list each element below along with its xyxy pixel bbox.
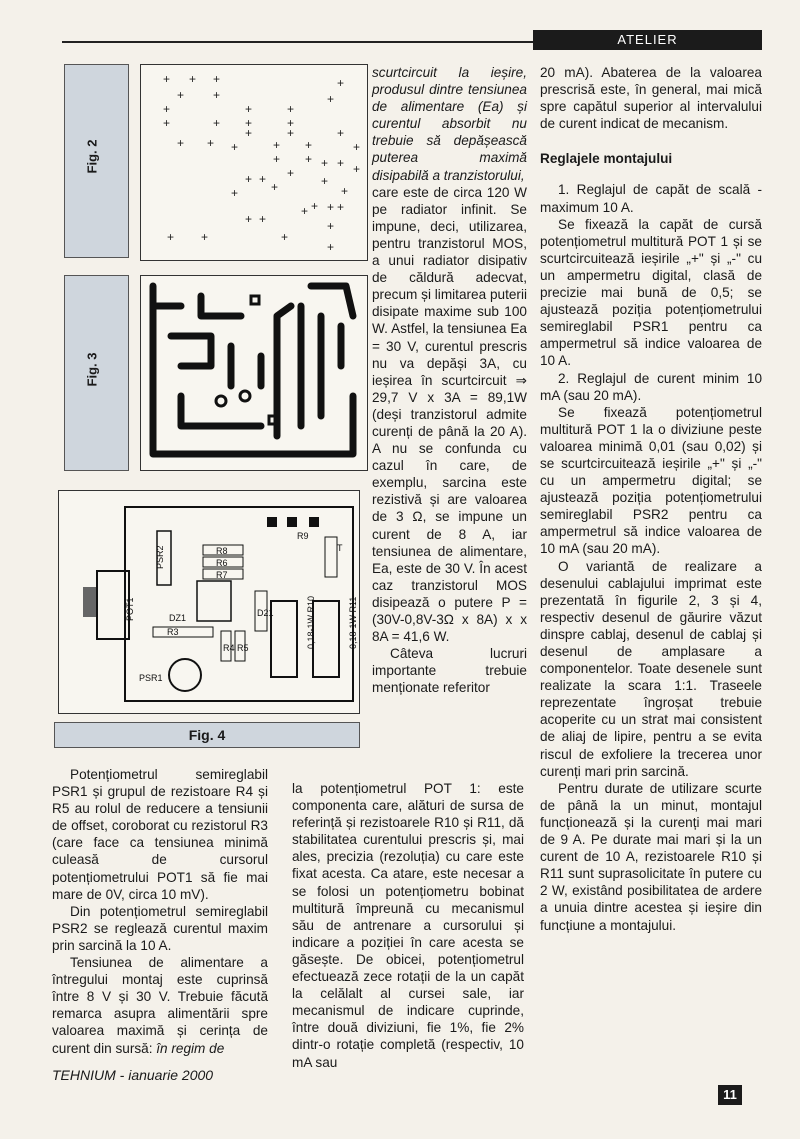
section-heading: Reglajele montajului xyxy=(540,151,673,167)
svg-text:+: + xyxy=(245,102,253,116)
svg-text:+: + xyxy=(301,204,309,218)
svg-text:+: + xyxy=(177,136,185,150)
svg-text:+: + xyxy=(353,162,361,176)
svg-text:R6: R6 xyxy=(216,558,228,568)
svg-text:+: + xyxy=(259,212,267,226)
fig4-caption: Fig. 4 xyxy=(54,722,360,748)
svg-text:R8: R8 xyxy=(216,546,228,556)
fig4-components xyxy=(59,491,359,713)
svg-text:+: + xyxy=(311,199,319,213)
fig3-label xyxy=(64,275,129,471)
svg-text:PSR1: PSR1 xyxy=(139,673,163,683)
svg-text:R3: R3 xyxy=(167,627,179,637)
paragraph: scurtcircuit la ieșire, produsul dintre tensiunea de alimentare (Ea) și curentul absorbit nu trebuie să depășească puterea maximă disipabilă a tranzistorului, xyxy=(372,65,527,183)
paragraph: 1. Reglajul de capăt de scală - maximum 10 A. xyxy=(540,182,762,215)
svg-text:R5: R5 xyxy=(237,643,249,653)
svg-text:+: + xyxy=(273,152,281,166)
paragraph: Din potențiometrul semireglabil PSR2 se reglează curentul maxim prin sarcină la 10 A. xyxy=(52,903,268,953)
paragraph-text: Tensiunea de alimentare a întregului montaj este cuprinsă între 8 V și 30 V. Trebuie făcută remarca asupra alimentării spre valoarea maximă și cerința de curent din sursă: xyxy=(52,955,268,1056)
svg-text:+: + xyxy=(337,156,345,170)
fig2-holes xyxy=(141,65,367,260)
svg-text:+: + xyxy=(287,102,295,116)
fig3-caption: Fig. 3 xyxy=(84,352,100,387)
svg-text:+: + xyxy=(213,88,221,102)
column-left-bottom xyxy=(52,766,268,1057)
svg-text:+: + xyxy=(327,240,335,254)
paragraph: O variantă de realizare a desenului cablajului imprimat este prezentată în figurile 2, 3 și 4, respectiv desenul de găurire văzut dinspre cablaj, desenul de cablaj și desenul de amplasare a componentelor. Toate desenele sunt realizate la scara 1:1. Traseele reprezentate îngroșat trebuie acoperite cu un strat mai consistent de aliaj de lipire, pentru a se evita riscul de exfoliere la trecerea unor curenți mari prin sarcină. xyxy=(540,558,762,779)
svg-text:+: + xyxy=(273,138,281,152)
svg-text:+: + xyxy=(189,72,197,86)
column-middle-top xyxy=(372,64,527,696)
svg-text:+: + xyxy=(305,152,313,166)
fig3-pcb-layout xyxy=(140,275,368,471)
svg-text:+: + xyxy=(287,166,295,180)
paragraph: Câteva lucruri importante trebuie menționate referitor xyxy=(372,646,527,696)
svg-text:+: + xyxy=(245,172,253,186)
paragraph: Potențiometrul semireglabil PSR1 și grupul de rezistoare R4 și R5 au rolul de reducere a tensiunii de offset, coroborat cu rezistorul R3 (care face ca tensiunea minimă culeasă de cursorul potențiometrului POT1 să fie mai mare de 0V, circa 10 mV). xyxy=(52,767,268,902)
svg-text:+: + xyxy=(337,200,345,214)
svg-text:+: + xyxy=(245,126,253,140)
svg-text:+: + xyxy=(337,126,345,140)
svg-text:T: T xyxy=(337,543,343,553)
fig2-label xyxy=(64,64,129,258)
paragraph: Se fixează potențiometrul multitură POT 1 la o diviziune peste valoarea minimă 0,01 (sau 0,02) și se scurtcircuitează ieșirile „+" și „-" cu un ampermetru digital; se ajustează poziția potențiometrului semireglabil PSR2 pentru ca ampermetrul să indice valoarea de 10 mA (sau 20 mA). xyxy=(540,404,762,557)
svg-text:+: + xyxy=(287,116,295,130)
svg-text:+: + xyxy=(327,200,335,214)
svg-text:+: + xyxy=(177,88,185,102)
svg-text:+: + xyxy=(337,76,345,90)
svg-text:+: + xyxy=(163,72,171,86)
svg-text:+: + xyxy=(287,126,295,140)
svg-text:+: + xyxy=(321,156,329,170)
column-middle-bottom xyxy=(292,780,524,1071)
svg-text:+: + xyxy=(231,140,239,154)
svg-text:R7: R7 xyxy=(216,570,228,580)
paragraph-italic-tail: în regim de xyxy=(156,1040,225,1056)
paragraph xyxy=(52,954,268,1057)
svg-text:+: + xyxy=(167,230,175,244)
paragraph: Se fixează la capăt de cursă potențiometrul multitură POT 1 și se scurtcircuitează ieșirile „+" și „-" cu un ampermetru digital, clasă de precizie mai bună de 0,5; se ajustează poziția potențiometrului semireglabil PSR1 pentru ca ampermetrul să indice valoarea de 10 A. xyxy=(540,216,762,369)
svg-text:+: + xyxy=(259,172,267,186)
svg-text:0,18-1W R11: 0,18-1W R11 xyxy=(348,596,358,649)
fig2-drill-drawing xyxy=(140,64,368,261)
svg-text:+: + xyxy=(327,219,335,233)
section-tag: ATELIER xyxy=(533,30,762,50)
fig3-traces xyxy=(141,276,367,470)
paragraph: 2. Reglajul de curent minim 10 mA (sau 20 mA). xyxy=(540,370,762,403)
svg-text:+: + xyxy=(341,184,349,198)
svg-text:R4: R4 xyxy=(223,643,235,653)
svg-text:+: + xyxy=(321,174,329,188)
page-number: 11 xyxy=(718,1085,742,1105)
svg-text:+: + xyxy=(163,102,171,116)
svg-text:+: + xyxy=(163,116,171,130)
svg-text:+: + xyxy=(207,136,215,150)
svg-text:+: + xyxy=(271,180,279,194)
fig2-caption: Fig. 2 xyxy=(84,139,100,174)
magazine-footer: TEHNIUM - ianuarie 2000 xyxy=(52,1067,214,1083)
svg-text:+: + xyxy=(353,140,361,154)
paragraph: care este de circa 120 W pe radiator infinit. Se impune, deci, utilizarea, pentru tranzistorul MOS, a unui radiator disipativ de căldură adecvat, precum și limitarea puterii disipate maxime sub 100 W. Astfel, la tensiunea Ea = 30 V, curentul prescris nu va depăși 3A, cu ieșirea în scurtcircuit ⇒ 29,7 V x 3A = 89,1W (deși tranzistorul admite curenți de până la 20 A). A nu se confunda cu cazul în care, de exemplu, sarcina este rezistivă și are valoarea de 3 Ω, se impune un curent de 8 A, iar tensiunea de alimentare, Ea, este de 30 V. În acest caz tranzistorul MOS disipează o putere P = (30V-0,8V-3Ω x 8A) x x 8A = 41,6 W. xyxy=(372,184,527,645)
svg-text:+: + xyxy=(213,72,221,86)
paragraph: Pentru durate de utilizare scurte de până la un minut, montajul funcționează și la curenți mai mari de 9 A. Pe durate mai mari și la un curent de 10 A, rezistoarele R10 și R11 sunt suprasolicitate în putere cu 2 W, existând posibilitatea de ardere a unuia dintre acestea și ieșire din funcțiune a montajului. xyxy=(540,780,762,933)
svg-text:R9: R9 xyxy=(297,531,309,541)
fig4-component-layout xyxy=(58,490,360,714)
svg-text:+: + xyxy=(231,186,239,200)
column-right xyxy=(540,64,762,934)
svg-text:D21: D21 xyxy=(257,608,274,618)
svg-text:+: + xyxy=(245,116,253,130)
svg-text:+: + xyxy=(201,230,209,244)
svg-text:+: + xyxy=(245,212,253,226)
svg-text:+: + xyxy=(305,138,313,152)
svg-text:+: + xyxy=(327,92,335,106)
svg-text:+: + xyxy=(213,116,221,130)
svg-text:PSR2: PSR2 xyxy=(155,545,165,569)
svg-text:+: + xyxy=(281,230,289,244)
svg-text:DZ1: DZ1 xyxy=(169,613,187,623)
paragraph: 20 mA). Abaterea de la valoarea prescrisă este, în general, mai mică spre capătul superior al intervalului de curent indicat de mecanism. xyxy=(540,65,762,132)
paragraph: la potențiometrul POT 1: este componenta care, alături de sursa de referință și rezistoarele R10 și R11, dă stabilitatea curentului prescris și, mai ales, precizia (rezoluția) cu care este fixat acesta. Ca atare, este necesar a se folosi un potențiometru bobinat multitură împreună cu mecanismul său de antrenare a cursorului și indicare a poziției în care acesta se găsește. De obicei, potențiometrul efectuează zece rotații de la un capăt la celălalt al cursei sale, iar mecanismul de indicare cuprinde, între două diviziuni, fie 1%, fie 2% dintr-o rotație completă (respectiv, 10 mA sau xyxy=(292,781,524,1070)
svg-text:POT1: POT1 xyxy=(125,597,135,621)
svg-text:0,18-1W R10: 0,18-1W R10 xyxy=(306,595,316,649)
